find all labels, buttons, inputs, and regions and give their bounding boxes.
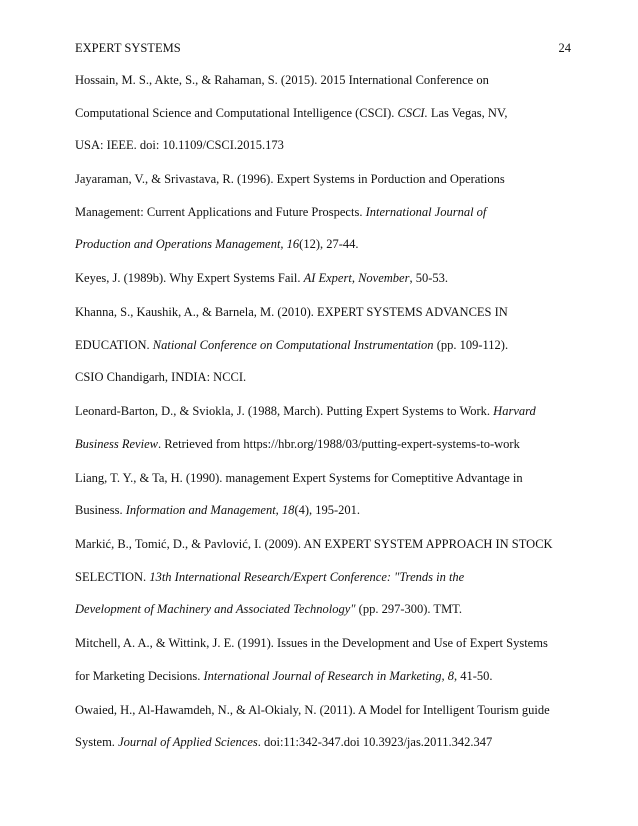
reference-entry: Khanna, S., Kaushik, A., & Barnela, M. (2010). EXPERT SYSTEMS ADVANCES IN EDUCATION. National Conference on Computational Instrumentation (pp. 109-112). CSIO Chandigarh, INDIA: NCCI. xyxy=(75,305,509,384)
page-number: 24 xyxy=(558,41,571,55)
reference-entry: Markić, B., Tomić, D., & Pavlović, I. (2009). AN EXPERT SYSTEM APPROACH IN STOCK SELECTION. 13th International Research/Expert Conference: "Trends in the Development of Machinery and Associated Technology" (pp. 297-300). TMT. xyxy=(75,537,553,616)
reference-entry: Leonard-Barton, D., & Sviokla, J. (1988, March). Putting Expert Systems to Work. Harvard Business Review. Retrieved from https://hbr.org/1988/03/putting-expert-systems-to-work xyxy=(75,404,536,451)
reference-list xyxy=(75,64,571,760)
reference-entry: Jayaraman, V., & Srivastava, R. (1996). Expert Systems in Porduction and Operations Management: Current Applications and Future Prospects. International Journal of Production and Operations Management, 16(12), 27-44. xyxy=(75,172,505,251)
reference-entry: Mitchell, A. A., & Wittink, J. E. (1991). Issues in the Development and Use of Expert Systems for Marketing Decisions. International Journal of Research in Marketing, 8, 41-50. xyxy=(75,636,548,683)
reference-entry: Hossain, M. S., Akte, S., & Rahaman, S. (2015). 2015 International Conference on Computational Science and Computational Intelligence (CSCI). CSCI. Las Vegas, NV, USA: IEEE. doi: 10.1109/CSCI.2015.173 xyxy=(75,73,508,152)
reference-entry: Owaied, H., Al-Hawamdeh, N., & Al-Okialy, N. (2011). A Model for Intelligent Tourism guide System. Journal of Applied Sciences. doi:11:342-347.doi 10.3923/jas.2011.342.347 xyxy=(75,702,550,749)
running-head: EXPERT SYSTEMS xyxy=(75,41,181,55)
reference-entry: Liang, T. Y., & Ta, H. (1990). management Expert Systems for Comeptitive Advantage in Business. Information and Management, 18(4), 195-201. xyxy=(75,470,523,517)
reference-entry: Keyes, J. (1989b). Why Expert Systems Fail. AI Expert, November, 50-53. xyxy=(75,271,448,285)
page-header xyxy=(75,39,571,57)
